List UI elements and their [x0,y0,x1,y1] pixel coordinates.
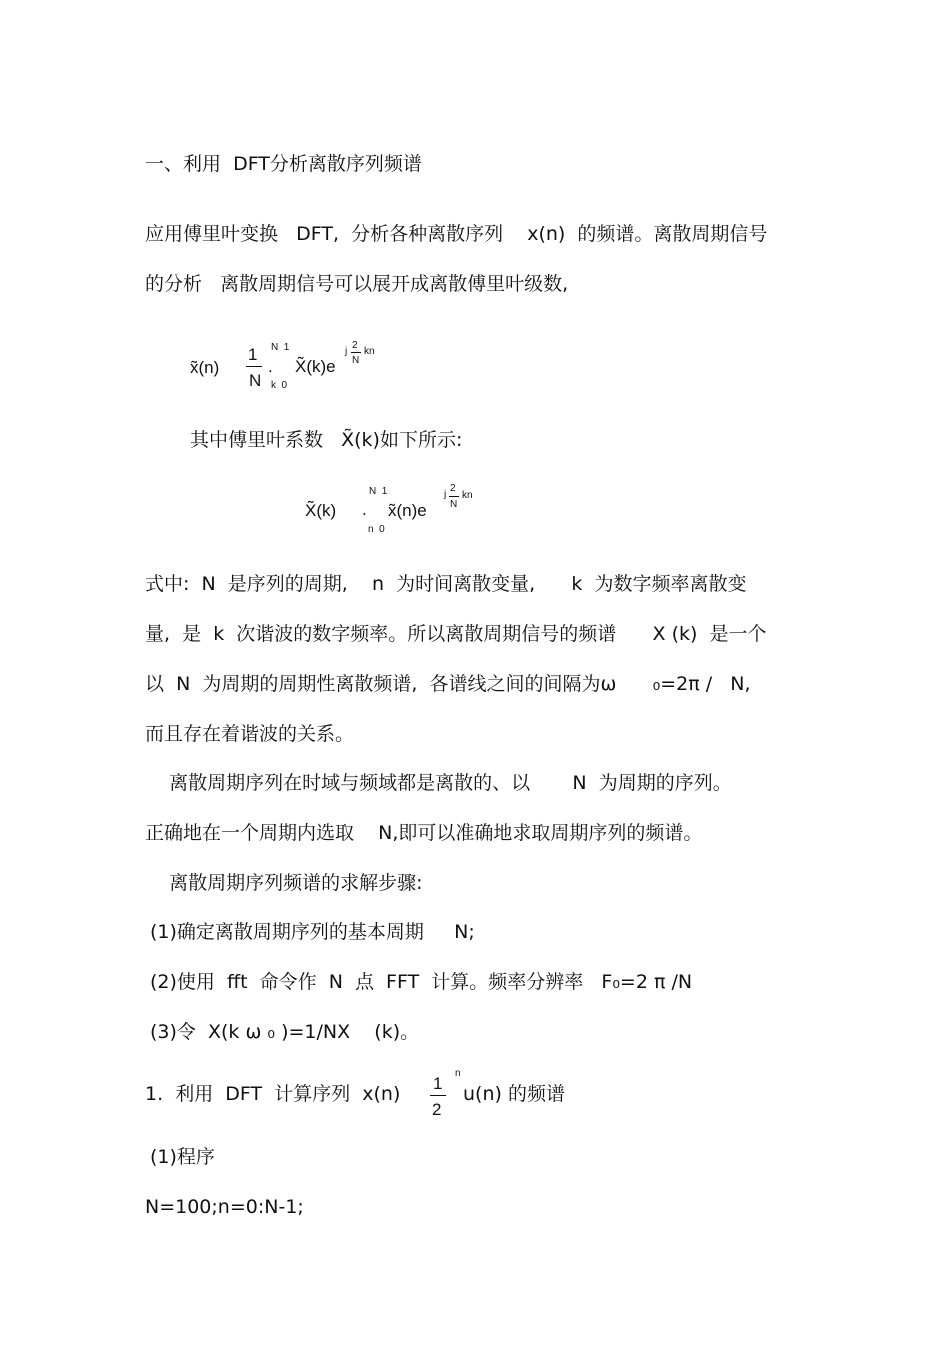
step-3: (3)令 X(k ω ₀ )=1/NX (k)。 [150,1021,420,1043]
eq1-exp-kn: kn [364,346,375,357]
eq2-exp-bar [449,496,459,497]
eq2-sum-top: N 1 [369,486,388,497]
eq2-lhs: X̃(k) [305,501,337,520]
eq1-frac-bar [246,366,262,367]
step-1: (1)确定离散周期序列的基本周期 N; [150,921,475,943]
eq1-exp-den: N [352,355,360,366]
eq2-exp-num: 2 [450,483,456,494]
eq1-sum-sym: . [268,357,273,376]
desc-line-1: 式中: N 是序列的周期, n 为时间离散变量, k 为数字频率离散变 [145,573,747,595]
eq1-frac-den: N [249,371,262,390]
eq2-exp-j: j [444,489,447,500]
item-1-frac-bar [430,1095,446,1096]
para2-line-2: 正确地在一个周期内选取 N,即可以准确地求取周期序列的频谱。 [145,822,703,844]
coefficient-intro: 其中傅里叶系数 X̃(k)如下所示: [190,429,463,451]
desc-line-4: 而且存在着谐波的关系。 [145,723,355,745]
item-1-prefix: 1. 利用 DFT 计算序列 x(n) [145,1083,401,1105]
intro-line-2: 的分析 离散周期信号可以展开成离散傅里叶级数, [145,273,569,295]
para2-line-1: 离散周期序列在时域与频域都是离散的、以 N 为周期的序列。 [145,772,732,794]
intro-line-1: 应用傅里叶变换 DFT, 分析各种离散序列 x(n) 的频谱。离散周期信号 [145,223,768,245]
eq1-exp-j: j [345,346,348,357]
program-label: (1)程序 [150,1146,215,1168]
eq1-exp-num: 2 [352,340,358,351]
desc-line-3: 以 N 为周期的周期性离散频谱, 各谱线之间的间隔为ω ₀=2π / N, [145,673,751,695]
eq2-term: x̃(n)e [388,501,427,520]
eq2-exp-kn: kn [462,490,473,501]
item-1-suffix: u(n) 的频谱 [463,1083,565,1105]
section-heading: 一、利用 DFT分析离散序列频谱 [145,153,422,175]
item-1-frac-num: 1 [433,1074,443,1093]
eq1-frac-num: 1 [248,345,258,364]
item-1-frac-den: 2 [432,1100,442,1119]
desc-line-2: 量, 是 k 次谐波的数字频率。所以离散周期信号的频谱 X (k) 是一个 [145,623,767,645]
eq1-lhs: x̃(n) [190,358,220,377]
eq2-exp-den: N [450,499,458,510]
eq2-sum-sym: . [362,500,367,519]
step-2: (2)使用 fft 命令作 N 点 FFT 计算。频率分辨率 F₀=2 π /N [150,971,693,993]
eq2-sum-bot: n 0 [368,524,385,535]
eq1-term: X̃(k)e [295,357,336,376]
steps-title: 离散周期序列频谱的求解步骤: [145,872,423,894]
eq1-sum-top: N 1 [271,342,290,353]
eq1-exp-bar [351,352,361,353]
item-1-exp: n [455,1068,461,1079]
code-line: N=100;n=0:N-1; [145,1196,304,1218]
eq1-sum-bot: k 0 [271,380,288,391]
